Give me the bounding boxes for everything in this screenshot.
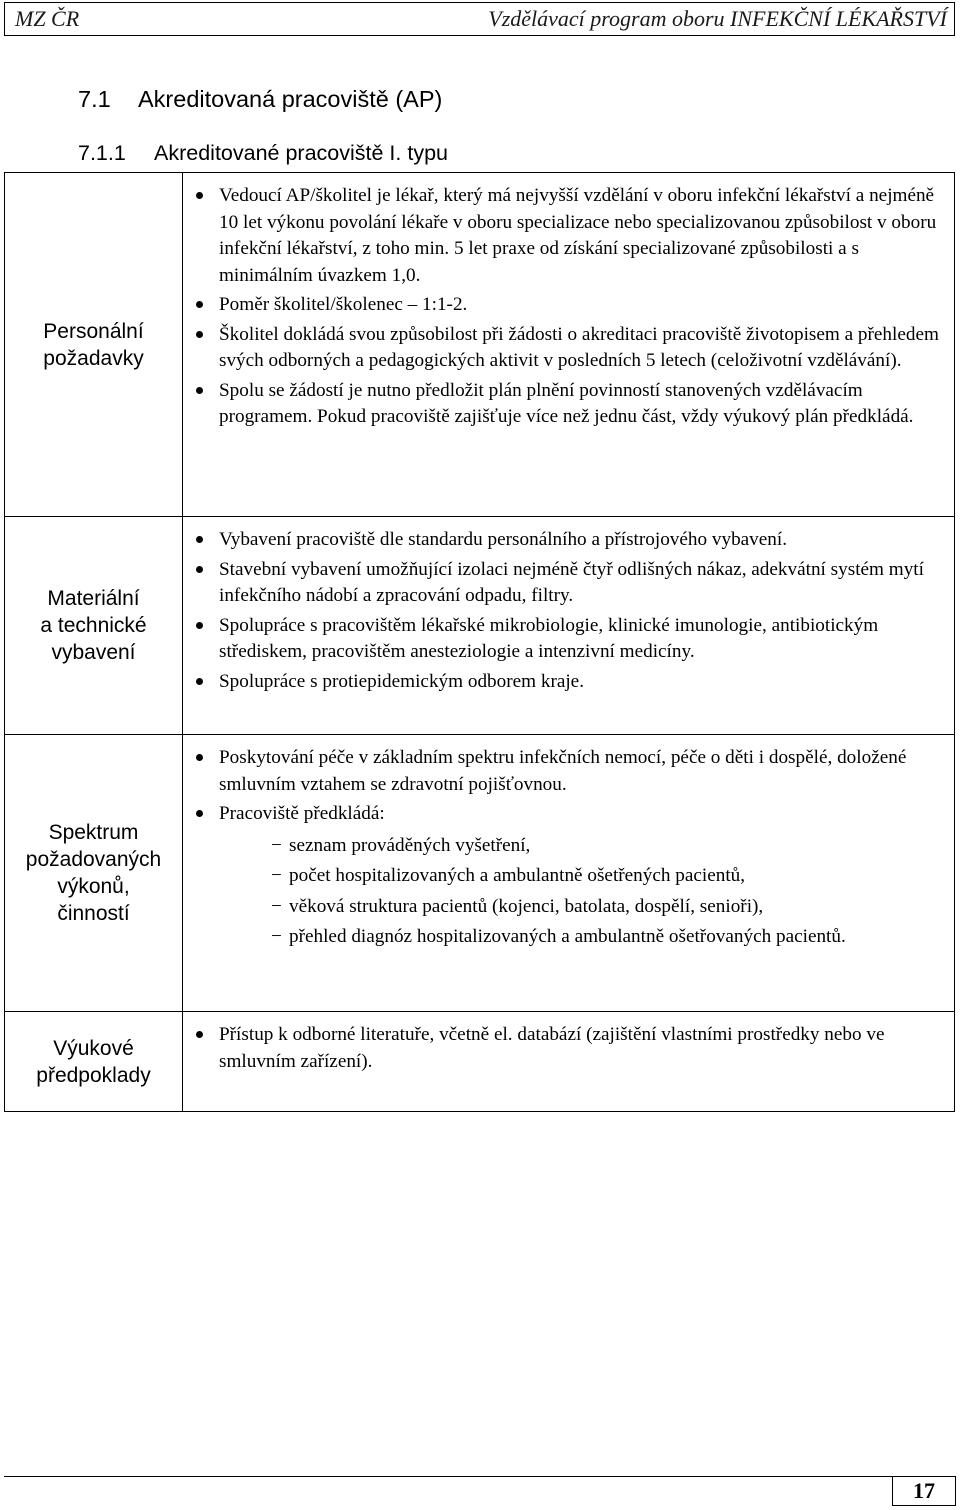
item-text: Pracoviště předkládá: bbox=[219, 803, 385, 824]
item-text: Spolu se žádostí je nutno předložit plán plnění povinností stanovených vzdělávacím programem. Pokud pracoviště zajišťuje více než jednu část, vždy výukový plán předkládá. bbox=[219, 379, 914, 427]
subsection-number: 7.1.1 bbox=[78, 141, 126, 165]
bullet-icon bbox=[196, 301, 203, 308]
bullet-list bbox=[183, 527, 946, 695]
subsection-title: Akreditované pracoviště I. typu bbox=[154, 141, 448, 165]
bullet-icon bbox=[196, 810, 203, 817]
footer-divider bbox=[4, 1476, 955, 1477]
subitem-text: počet hospitalizovaných a ambulantně ošetřených pacientů, bbox=[289, 865, 746, 886]
list-item bbox=[183, 292, 946, 319]
list-item bbox=[183, 613, 946, 666]
row-label: Materiální a technické vybavení bbox=[40, 587, 147, 664]
row-label-cell bbox=[5, 735, 183, 1012]
dash-icon: − bbox=[271, 834, 282, 856]
row-label: Spektrum požadovaných výkonů, činností bbox=[25, 821, 162, 925]
page-header bbox=[4, 2, 955, 36]
table-row-personnel bbox=[5, 173, 955, 517]
bullet-icon bbox=[196, 754, 203, 761]
row-label-cell bbox=[5, 517, 183, 735]
list-item bbox=[183, 669, 946, 696]
bullet-icon bbox=[196, 678, 203, 685]
bullet-icon bbox=[196, 622, 203, 629]
item-text: Spolupráce s protiepidemickým odborem kraje. bbox=[219, 670, 584, 692]
row-content-cell bbox=[183, 735, 955, 1012]
header-ministry: MZ ČR bbox=[15, 6, 80, 31]
sub-list-item bbox=[219, 894, 946, 921]
bullet-list bbox=[183, 183, 946, 431]
table-row-spectrum bbox=[5, 735, 955, 1012]
bullet-list bbox=[183, 745, 946, 951]
sub-list-item bbox=[219, 833, 946, 860]
subitem-text: věková struktura pacientů (kojenci, batolata, dospělí, senioři), bbox=[289, 895, 764, 917]
row-label: Výukové předpoklady bbox=[36, 1036, 151, 1087]
item-text: Spolupráce s pracovištěm lékařské mikrobiologie, klinické imunologie, antibiotickým střediskem, pracovištěm anesteziologie a intenzivní medicíny. bbox=[219, 614, 879, 662]
section-heading bbox=[78, 86, 442, 113]
dash-icon: − bbox=[271, 926, 282, 947]
table-row-equipment bbox=[5, 517, 955, 735]
bullet-icon bbox=[196, 331, 203, 338]
row-content-cell bbox=[183, 517, 955, 735]
list-item bbox=[183, 378, 946, 431]
row-label: Personální požadavky bbox=[43, 319, 144, 370]
header-program-title: Vzdělávací program oboru INFEKČNÍ LÉKAŘSTVÍ bbox=[488, 6, 947, 31]
bullet-icon bbox=[196, 536, 203, 543]
bullet-icon bbox=[196, 192, 203, 199]
sub-list-item bbox=[219, 924, 946, 951]
requirements-table bbox=[4, 172, 955, 1112]
section-number: 7.1 bbox=[78, 86, 111, 112]
list-item bbox=[183, 745, 946, 798]
row-label-cell bbox=[5, 173, 183, 517]
subitem-text: přehled diagnóz hospitalizovaných a ambulantně ošetřovaných pacientů. bbox=[289, 926, 846, 947]
dash-list bbox=[219, 833, 946, 951]
dash-icon: − bbox=[271, 865, 282, 886]
bullet-icon bbox=[196, 1031, 203, 1038]
dash-icon: − bbox=[271, 895, 282, 917]
list-item bbox=[183, 322, 946, 375]
row-label-cell bbox=[5, 1012, 183, 1112]
list-item bbox=[183, 1022, 946, 1075]
sub-list-item bbox=[219, 863, 946, 890]
subsection-heading bbox=[78, 141, 448, 166]
page-number: 17 bbox=[892, 1476, 956, 1506]
row-content-cell bbox=[183, 1012, 955, 1112]
list-item bbox=[183, 801, 946, 951]
list-item bbox=[183, 557, 946, 610]
item-text: Školitel dokládá svou způsobilost při žádosti o akreditaci pracoviště životopisem a přehledem svých odborných a pedagogických aktivit v posledních 5 letech (celoživotní vzdělávání). bbox=[219, 323, 939, 371]
item-text: Vedoucí AP/školitel je lékař, který má nejvyšší vzdělání v oboru infekční lékařství a nejméně 10 let výkonu povolání lékaře v oboru specializace nebo specializovanou způsobilost v oboru infekční lékařství, z toho min. 5 let praxe od získání specializované způsobilosti a s minimálním úvazkem 1,0. bbox=[219, 185, 937, 286]
list-item bbox=[183, 527, 946, 554]
list-item bbox=[183, 183, 946, 289]
item-text: Přístup k odborné literatuře, včetně el. databází (zajištění vlastními prostředky nebo ve smluvním zařízení). bbox=[219, 1024, 885, 1072]
bullet-icon bbox=[196, 566, 203, 573]
item-text: Poměr školitel/školenec – 1:1-2. bbox=[219, 294, 468, 315]
table-row-education bbox=[5, 1012, 955, 1112]
item-text: Stavební vybavení umožňující izolaci nejméně čtyř odlišných nákaz, adekvátní systém mytí infekčního nádobí a zpracování odpadu, filtry. bbox=[219, 558, 924, 606]
row-content-cell bbox=[183, 173, 955, 517]
item-text: Vybavení pracoviště dle standardu personálního a přístrojového vybavení. bbox=[219, 529, 788, 550]
bullet-icon bbox=[196, 387, 203, 394]
item-text: Poskytování péče v základním spektru infekčních nemocí, péče o děti i dospělé, doložené smluvním vztahem se zdravotní pojišťovnou. bbox=[219, 747, 907, 795]
bullet-list bbox=[183, 1022, 946, 1075]
subitem-text: seznam prováděných vyšetření, bbox=[289, 834, 531, 856]
section-title: Akreditovaná pracoviště (AP) bbox=[138, 86, 443, 112]
